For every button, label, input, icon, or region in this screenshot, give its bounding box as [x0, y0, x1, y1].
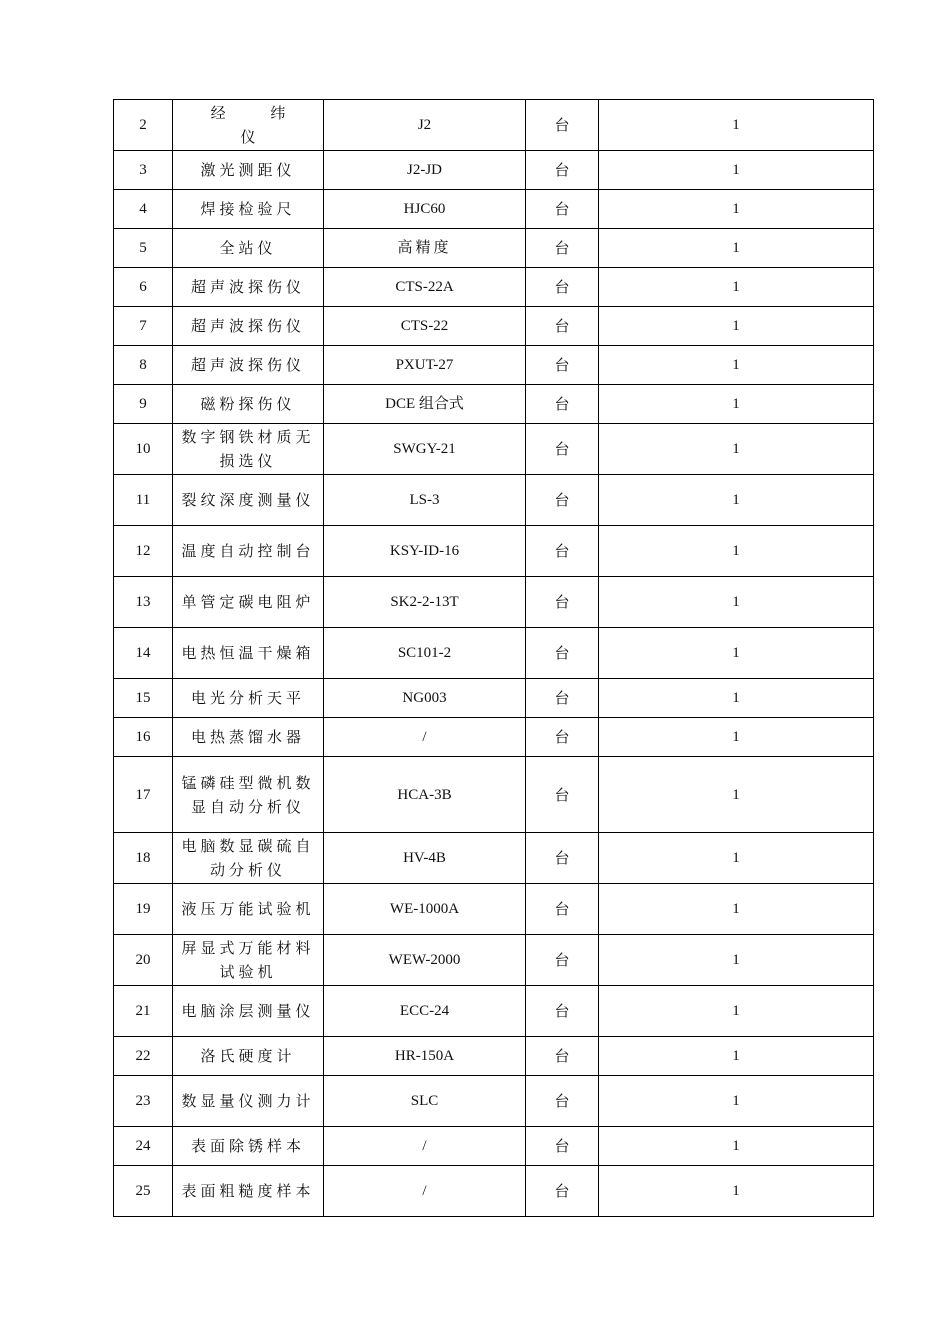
equipment-model: HCA-3B — [324, 757, 526, 833]
equipment-quantity: 1 — [599, 307, 874, 346]
equipment-quantity: 1 — [599, 424, 874, 475]
equipment-quantity: 1 — [599, 475, 874, 526]
row-number: 22 — [114, 1037, 173, 1076]
row-number: 17 — [114, 757, 173, 833]
equipment-quantity: 1 — [599, 385, 874, 424]
equipment-quantity: 1 — [599, 935, 874, 986]
table-row — [114, 151, 874, 190]
equipment-model: LS-3 — [324, 475, 526, 526]
table-row — [114, 424, 874, 475]
equipment-model: J2 — [324, 100, 526, 151]
equipment-model: / — [324, 1127, 526, 1166]
equipment-quantity: 1 — [599, 1166, 874, 1217]
equipment-unit: 台 — [526, 833, 599, 884]
equipment-quantity: 1 — [599, 884, 874, 935]
equipment-unit: 台 — [526, 100, 599, 151]
row-number: 8 — [114, 346, 173, 385]
table-row — [114, 346, 874, 385]
equipment-table — [113, 99, 874, 1217]
equipment-unit: 台 — [526, 1166, 599, 1217]
row-number: 12 — [114, 526, 173, 577]
equipment-model: / — [324, 718, 526, 757]
table-row — [114, 475, 874, 526]
row-number: 23 — [114, 1076, 173, 1127]
row-number: 9 — [114, 385, 173, 424]
equipment-name: 电光分析天平 — [173, 679, 324, 718]
equipment-name-text: 经 纬 仪 — [210, 104, 286, 146]
equipment-model: NG003 — [324, 679, 526, 718]
equipment-model: HJC60 — [324, 190, 526, 229]
row-number: 6 — [114, 268, 173, 307]
equipment-model: WE-1000A — [324, 884, 526, 935]
equipment-unit: 台 — [526, 526, 599, 577]
equipment-name — [173, 100, 324, 151]
equipment-model: HV-4B — [324, 833, 526, 884]
equipment-name: 表面粗糙度样本 — [173, 1166, 324, 1217]
equipment-model: KSY-ID-16 — [324, 526, 526, 577]
table-row — [114, 628, 874, 679]
equipment-quantity: 1 — [599, 718, 874, 757]
table-row — [114, 1166, 874, 1217]
row-number: 5 — [114, 229, 173, 268]
equipment-quantity: 1 — [599, 1037, 874, 1076]
equipment-name: 电热蒸馏水器 — [173, 718, 324, 757]
equipment-model: CTS-22 — [324, 307, 526, 346]
table-row — [114, 718, 874, 757]
equipment-unit: 台 — [526, 268, 599, 307]
equipment-name: 电热恒温干燥箱 — [173, 628, 324, 679]
equipment-model: DCE 组合式 — [324, 385, 526, 424]
equipment-model: ECC-24 — [324, 986, 526, 1037]
equipment-model: SLC — [324, 1076, 526, 1127]
table-row — [114, 1037, 874, 1076]
equipment-name: 洛氏硬度计 — [173, 1037, 324, 1076]
equipment-unit: 台 — [526, 475, 599, 526]
row-number: 15 — [114, 679, 173, 718]
row-number: 24 — [114, 1127, 173, 1166]
equipment-unit: 台 — [526, 577, 599, 628]
row-number: 13 — [114, 577, 173, 628]
table-row — [114, 679, 874, 718]
equipment-quantity: 1 — [599, 757, 874, 833]
equipment-unit: 台 — [526, 385, 599, 424]
equipment-name: 表面除锈样本 — [173, 1127, 324, 1166]
equipment-name: 单管定碳电阻炉 — [173, 577, 324, 628]
equipment-name: 激光测距仪 — [173, 151, 324, 190]
equipment-name: 数显量仪测力计 — [173, 1076, 324, 1127]
equipment-quantity: 1 — [599, 190, 874, 229]
table-row — [114, 526, 874, 577]
table-row — [114, 1076, 874, 1127]
equipment-name: 温度自动控制台 — [173, 526, 324, 577]
equipment-model: HR-150A — [324, 1037, 526, 1076]
row-number: 2 — [114, 100, 173, 151]
equipment-unit: 台 — [526, 679, 599, 718]
row-number: 10 — [114, 424, 173, 475]
equipment-model: J2-JD — [324, 151, 526, 190]
equipment-quantity: 1 — [599, 986, 874, 1037]
equipment-name: 液压万能试验机 — [173, 884, 324, 935]
table-row — [114, 229, 874, 268]
equipment-unit: 台 — [526, 151, 599, 190]
row-number: 21 — [114, 986, 173, 1037]
equipment-unit: 台 — [526, 1076, 599, 1127]
equipment-name: 超声波探伤仪 — [173, 268, 324, 307]
equipment-unit: 台 — [526, 718, 599, 757]
table-row — [114, 884, 874, 935]
table-row — [114, 577, 874, 628]
equipment-quantity: 1 — [599, 229, 874, 268]
equipment-unit: 台 — [526, 190, 599, 229]
equipment-model: SK2-2-13T — [324, 577, 526, 628]
table-row — [114, 935, 874, 986]
equipment-quantity: 1 — [599, 268, 874, 307]
row-number: 16 — [114, 718, 173, 757]
row-number: 11 — [114, 475, 173, 526]
equipment-model: / — [324, 1166, 526, 1217]
equipment-unit: 台 — [526, 884, 599, 935]
equipment-unit: 台 — [526, 346, 599, 385]
equipment-unit: 台 — [526, 229, 599, 268]
equipment-quantity: 1 — [599, 577, 874, 628]
equipment-quantity: 1 — [599, 679, 874, 718]
row-number: 7 — [114, 307, 173, 346]
equipment-quantity: 1 — [599, 526, 874, 577]
row-number: 25 — [114, 1166, 173, 1217]
equipment-model: SC101-2 — [324, 628, 526, 679]
equipment-name: 裂纹深度测量仪 — [173, 475, 324, 526]
row-number: 4 — [114, 190, 173, 229]
row-number: 20 — [114, 935, 173, 986]
equipment-unit: 台 — [526, 424, 599, 475]
equipment-quantity: 1 — [599, 833, 874, 884]
equipment-unit: 台 — [526, 935, 599, 986]
table-row — [114, 1127, 874, 1166]
equipment-model: CTS-22A — [324, 268, 526, 307]
equipment-model: SWGY-21 — [324, 424, 526, 475]
equipment-name: 焊接检验尺 — [173, 190, 324, 229]
table-row — [114, 833, 874, 884]
equipment-quantity: 1 — [599, 151, 874, 190]
equipment-model: 高精度 — [324, 229, 526, 268]
table-row — [114, 307, 874, 346]
equipment-quantity: 1 — [599, 628, 874, 679]
table-row — [114, 385, 874, 424]
equipment-unit: 台 — [526, 1127, 599, 1166]
table-row — [114, 190, 874, 229]
equipment-unit: 台 — [526, 986, 599, 1037]
equipment-quantity: 1 — [599, 1127, 874, 1166]
equipment-name: 电脑涂层测量仪 — [173, 986, 324, 1037]
row-number: 3 — [114, 151, 173, 190]
row-number: 19 — [114, 884, 173, 935]
equipment-name: 全站仪 — [173, 229, 324, 268]
equipment-name: 锰磷硅型微机数显自动分析仪 — [173, 757, 324, 833]
equipment-name: 超声波探伤仪 — [173, 307, 324, 346]
table-row — [114, 268, 874, 307]
equipment-unit: 台 — [526, 628, 599, 679]
equipment-table-body — [114, 100, 874, 1217]
equipment-model: WEW-2000 — [324, 935, 526, 986]
row-number: 18 — [114, 833, 173, 884]
equipment-name: 电脑数显碳硫自动分析仪 — [173, 833, 324, 884]
equipment-name: 屏显式万能材料试验机 — [173, 935, 324, 986]
equipment-name: 超声波探伤仪 — [173, 346, 324, 385]
equipment-unit: 台 — [526, 307, 599, 346]
equipment-unit: 台 — [526, 1037, 599, 1076]
equipment-name: 数字钢铁材质无损选仪 — [173, 424, 324, 475]
table-row — [114, 986, 874, 1037]
equipment-quantity: 1 — [599, 346, 874, 385]
equipment-model: PXUT-27 — [324, 346, 526, 385]
row-number: 14 — [114, 628, 173, 679]
equipment-unit: 台 — [526, 757, 599, 833]
equipment-quantity: 1 — [599, 100, 874, 151]
table-row — [114, 100, 874, 151]
table-row — [114, 757, 874, 833]
equipment-quantity: 1 — [599, 1076, 874, 1127]
equipment-name: 磁粉探伤仪 — [173, 385, 324, 424]
